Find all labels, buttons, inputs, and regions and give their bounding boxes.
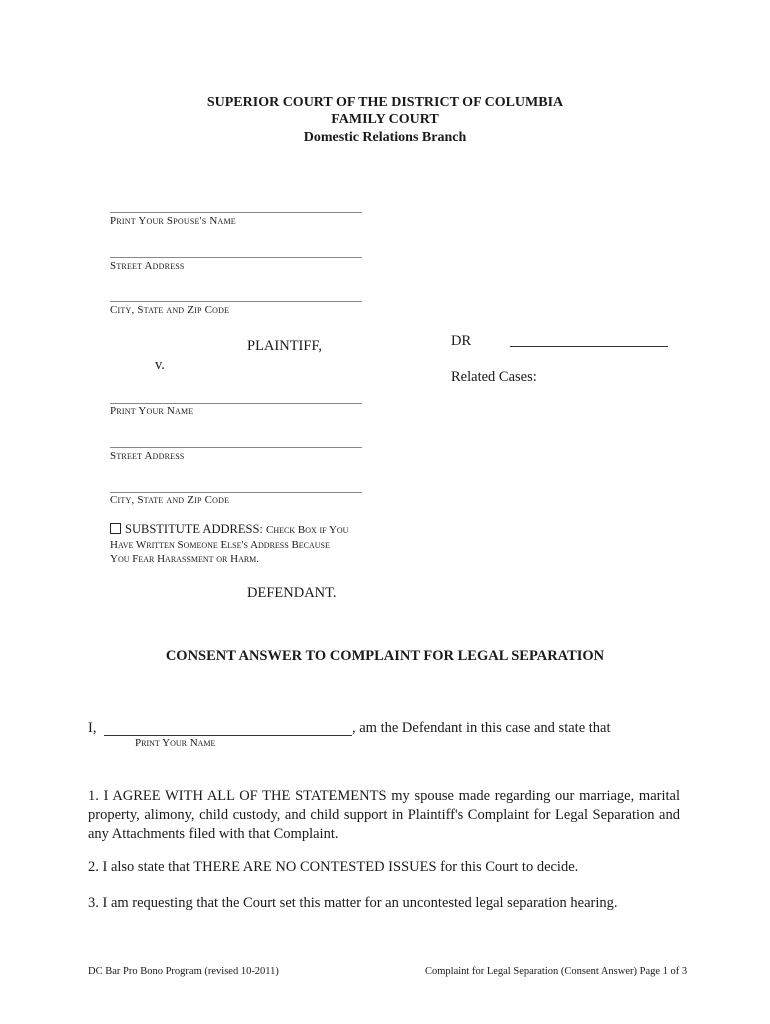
plaintiff-street-label: Street Address bbox=[110, 260, 185, 272]
court-branch: Domestic Relations Branch bbox=[303, 130, 467, 145]
item-no-contest: 2. I also state that THERE ARE NO CONTESTED ISSUES for this Court to decide. bbox=[88, 859, 579, 875]
spouse-name-label: Print Your Spouse's Name bbox=[110, 215, 236, 227]
dr-label: DR bbox=[451, 333, 472, 349]
substitute-address-row bbox=[110, 522, 348, 537]
footer-right: Complaint for Legal Separation (Consent Answer) Page 1 of 3 bbox=[425, 966, 688, 977]
defendant-name-label: Print Your Name bbox=[110, 405, 194, 417]
court-name: SUPERIOR COURT OF THE DISTRICT OF COLUMBIA bbox=[206, 95, 564, 110]
footer-left: DC Bar Pro Bono Program (revised 10-2011) bbox=[88, 966, 279, 977]
defendant-label: DEFENDANT. bbox=[247, 585, 337, 601]
substitute-note-1: Check Box if You bbox=[266, 524, 349, 536]
versus-label: v. bbox=[155, 357, 165, 373]
plaintiff-city-line[interactable] bbox=[110, 301, 362, 302]
statement-prefix: I, bbox=[88, 720, 97, 736]
defendant-city-line[interactable] bbox=[110, 492, 362, 493]
spouse-name-line[interactable] bbox=[110, 212, 362, 213]
substitute-address-checkbox[interactable] bbox=[110, 523, 121, 534]
statement-suffix: , am the Defendant in this case and state that bbox=[352, 720, 611, 736]
item-agree: 1. I AGREE WITH ALL OF THE STATEMENTS my spouse made regarding our marriage, marital property, alimony, child custody, and child support in Plaintiff's Complaint for Legal Separation and any Attachments filed with that Complaint. bbox=[88, 788, 680, 842]
defendant-street-line[interactable] bbox=[110, 447, 362, 448]
substitute-address-label: SUBSTITUTE ADDRESS: bbox=[125, 522, 263, 536]
item-request-hearing: 3. I am requesting that the Court set this matter for an uncontested legal separation hearing. bbox=[88, 895, 618, 911]
dr-number-line[interactable] bbox=[510, 346, 668, 347]
defendant-name-line[interactable] bbox=[110, 403, 362, 404]
defendant-street-label: Street Address bbox=[110, 450, 185, 462]
substitute-note-3: You Fear Harassment or Harm. bbox=[110, 553, 260, 565]
defendant-city-label: City, State and Zip Code bbox=[110, 494, 230, 506]
plaintiff-label: PLAINTIFF, bbox=[247, 338, 322, 354]
substitute-note-2: Have Written Someone Else's Address Because bbox=[110, 539, 330, 551]
document-title: CONSENT ANSWER TO COMPLAINT FOR LEGAL SEPARATION bbox=[165, 648, 605, 664]
plaintiff-street-line[interactable] bbox=[110, 257, 362, 258]
statement-name-line[interactable] bbox=[104, 735, 352, 736]
statement-name-label: Print Your Name bbox=[135, 737, 216, 749]
court-division: FAMILY COURT bbox=[331, 112, 439, 127]
plaintiff-city-label: City, State and Zip Code bbox=[110, 304, 230, 316]
related-cases-label: Related Cases: bbox=[451, 369, 537, 385]
